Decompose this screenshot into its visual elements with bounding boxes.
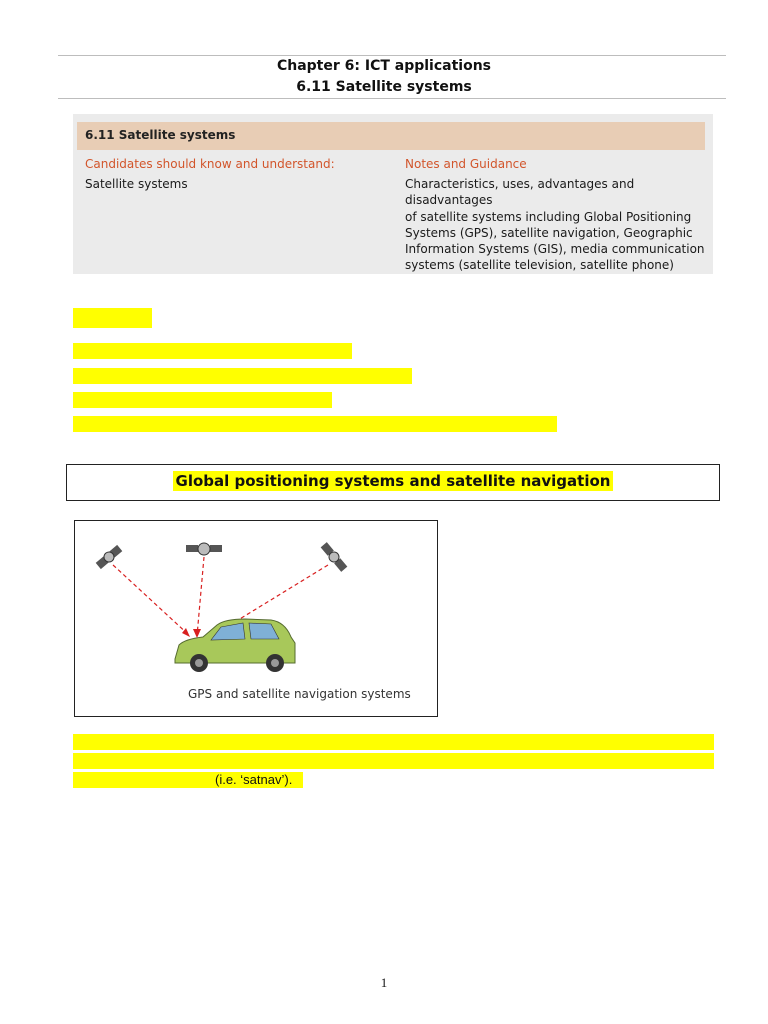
satellite-icon [320, 542, 348, 573]
syllabus-heading: 6.11 Satellite systems [85, 128, 236, 142]
notes-line: Characteristics, uses, advantages and disadvantages [405, 177, 635, 208]
chapter-title: Chapter 6: ICT applications [276, 58, 492, 74]
figure-caption: GPS and satellite navigation systems [188, 687, 411, 701]
highlight-block [73, 343, 352, 359]
page-number: 1 [380, 975, 388, 990]
highlight-block [73, 368, 412, 384]
notes-guidance-text [405, 176, 713, 274]
section-heading-box [66, 464, 720, 501]
section-heading [67, 471, 719, 490]
notes-line: of satellite systems including Global Positioning [405, 209, 692, 224]
section-title: 6.11 Satellite systems [296, 79, 472, 95]
highlight-block [73, 416, 557, 432]
highlight-block [73, 753, 714, 769]
car-icon [175, 619, 295, 672]
candidates-text: Satellite systems [85, 177, 188, 191]
candidates-label: Candidates should know and understand: [85, 157, 335, 171]
satnav-text: (i.e. ‘satnav’). [215, 772, 293, 787]
header-bottom-rule [58, 98, 726, 99]
notes-line: systems (satellite television, satellite phone) [405, 258, 674, 273]
syllabus-table-header [77, 122, 705, 150]
satellite-icon [186, 543, 222, 555]
top-rule [58, 55, 726, 56]
highlight-block [73, 392, 332, 408]
highlight-block [73, 308, 152, 328]
highlight-block [73, 734, 714, 750]
satellite-icon [95, 544, 123, 570]
syllabus-table [73, 114, 713, 274]
notes-line: Information Systems (GIS), media communication [405, 242, 705, 257]
section-heading-text: Global positioning systems and satellite navigation [173, 471, 614, 491]
notes-guidance-label: Notes and Guidance [405, 157, 527, 171]
gps-figure [74, 520, 438, 717]
notes-line: Systems (GPS), satellite navigation, Geographic [405, 225, 693, 240]
